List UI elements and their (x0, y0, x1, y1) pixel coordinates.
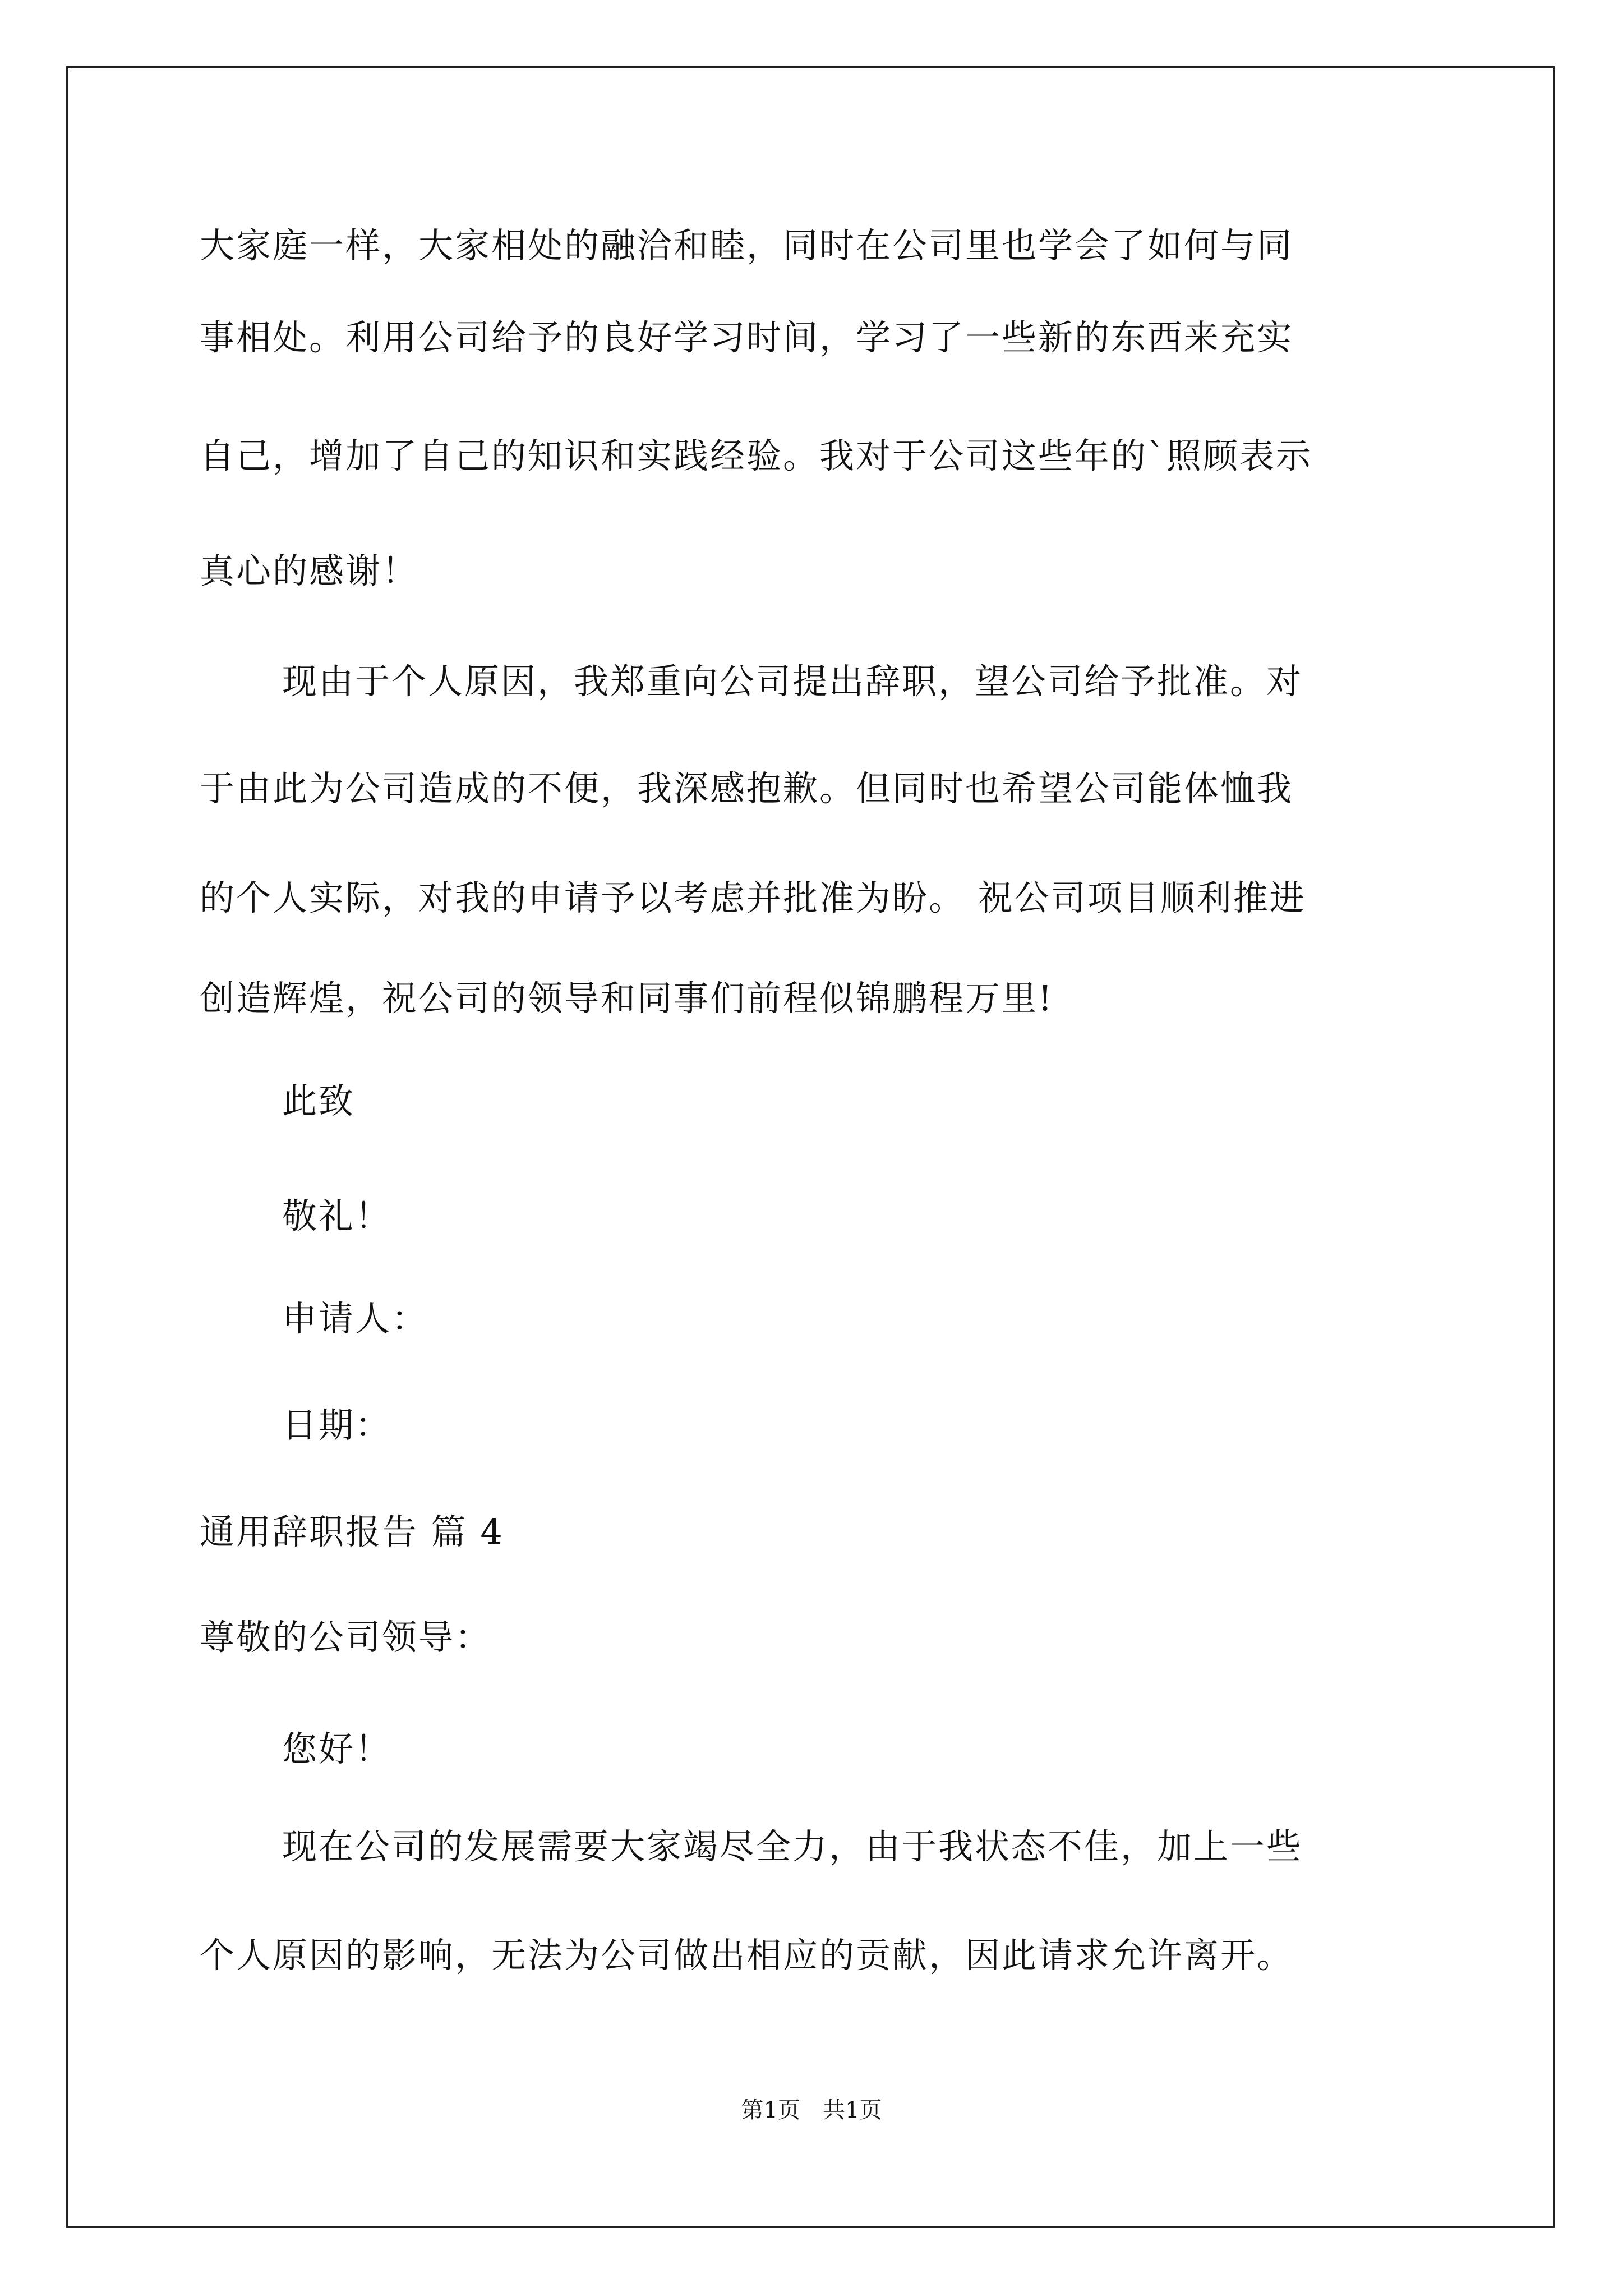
body-line-5: 现由于个人原因，我郑重向公司提出辞职，望公司给予批准。对 (282, 661, 1303, 702)
body-line-3: 自己，增加了自己的知识和实践经验。我对于公司这些年的`照顾表示 (200, 435, 1313, 476)
body-line-10: 个人原因的影响，无法为公司做出相应的贡献，因此请求允许离开。 (200, 1935, 1294, 1976)
greeting: 您好！ (282, 1728, 392, 1769)
body-line-7: 的个人实际，对我的申请予以考虑并批准为盼。 祝公司项目顺利推进 (200, 877, 1306, 918)
page-number-footer: 第1页 共1页 (741, 2097, 882, 2123)
date-label: 日期： (282, 1405, 392, 1446)
section-heading: 通用辞职报告 篇 4 (200, 1511, 504, 1552)
salutation: 尊敬的公司领导： (200, 1617, 492, 1658)
body-line-1: 大家庭一样，大家相处的融洽和睦，同时在公司里也学会了如何与同 (200, 225, 1294, 266)
body-line-4: 真心的感谢！ (200, 550, 419, 591)
closing-jingli: 敬礼！ (282, 1195, 392, 1236)
body-line-2: 事相处。利用公司给予的良好学习时间，学习了一些新的东西来充实 (200, 317, 1294, 358)
applicant-label: 申请人： (282, 1298, 428, 1339)
body-line-8: 创造辉煌，祝公司的领导和同事们前程似锦鹏程万里! (200, 978, 1054, 1019)
closing-cizhi: 此致 (282, 1080, 356, 1121)
body-line-6: 于由此为公司造成的不便，我深感抱歉。但同时也希望公司能体恤我 (200, 768, 1294, 809)
page-border (66, 66, 1555, 2228)
body-line-9: 现在公司的发展需要大家竭尽全力，由于我状态不佳，加上一些 (282, 1826, 1303, 1867)
